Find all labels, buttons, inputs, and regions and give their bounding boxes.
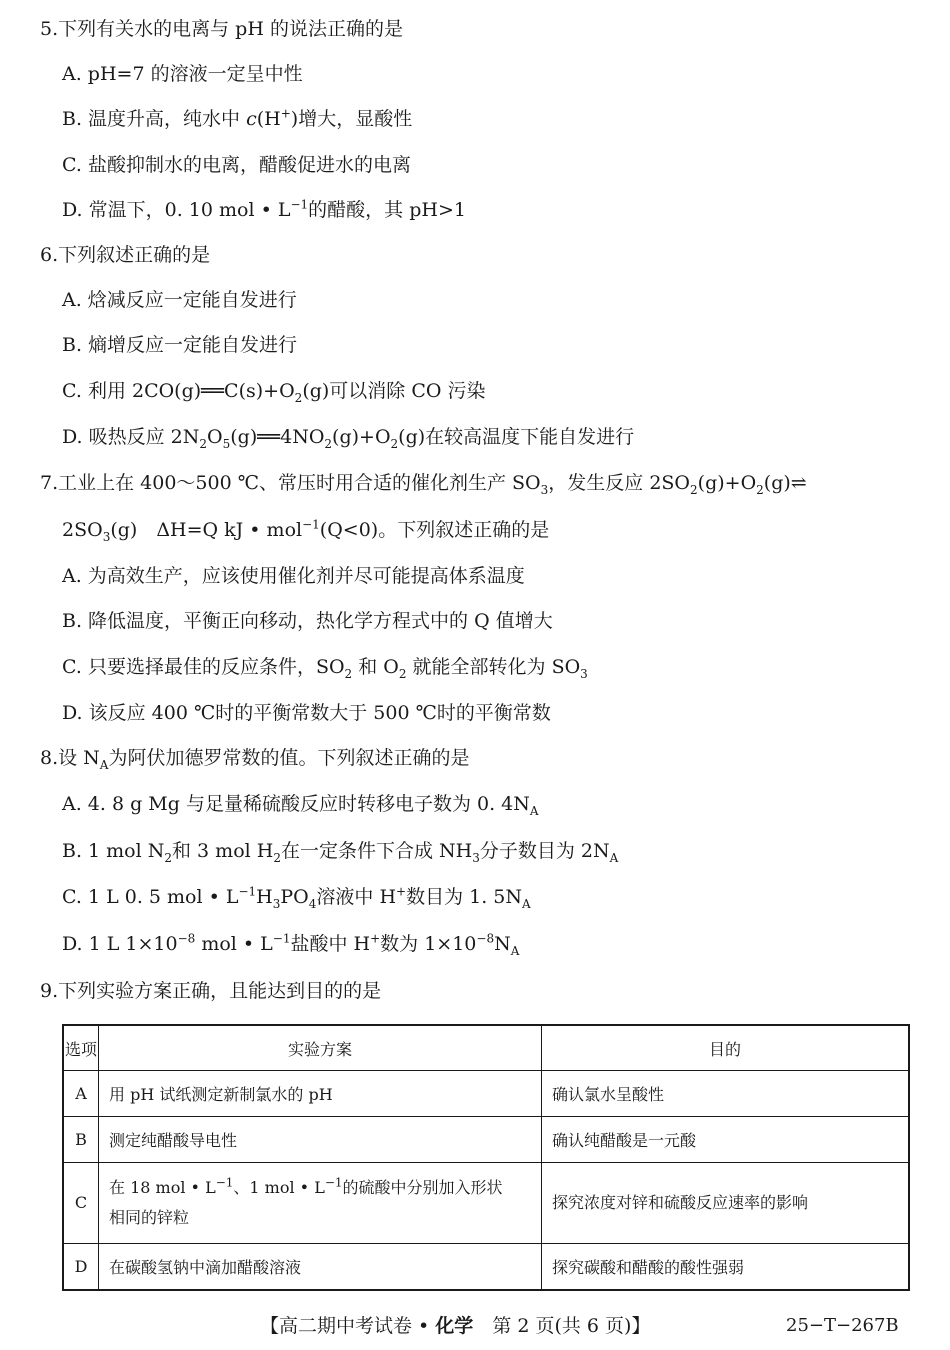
exam-code: 25−T−267B bbox=[786, 1315, 899, 1336]
table-cell-plan: 在 18 mol • $L^{-1}$、1 mol • $L^{-1}$的硫酸中分别加入形状 相同的锌粒 bbox=[99, 1163, 542, 1244]
table-header-plan: 实验方案 bbox=[99, 1025, 542, 1071]
table-row bbox=[63, 1244, 909, 1291]
table-header-option: 选项 bbox=[63, 1025, 99, 1071]
question-6-option-d: D. 吸热反应 $2N_2O_5(g)══4NO_2(g)+O_2(g)$在较高温度下能自发进行 bbox=[62, 426, 635, 451]
question-5-option-d: D. 常温下，0. 10 mol • $L^{-1}$的醋酸，其 pH>1 bbox=[62, 197, 466, 221]
experiment-table bbox=[62, 1024, 910, 1291]
table-cell-option: C bbox=[63, 1163, 99, 1244]
table-cell-purpose: 探究浓度对锌和硫酸反应速率的影响 bbox=[542, 1163, 910, 1244]
question-8-option-a: A. 4. 8 g Mg 与足量稀硫酸反应时转移电子数为 0. $4N_A$ bbox=[62, 793, 539, 818]
table-header-row bbox=[63, 1025, 909, 1071]
table-cell-plan: 测定纯醋酸导电性 bbox=[99, 1117, 542, 1163]
table-header-purpose: 目的 bbox=[542, 1025, 910, 1071]
page-footer: 【高二期中考试卷 • 化学 第 2 页(共 6 页)】 bbox=[260, 1315, 651, 1337]
question-6-stem: 6.下列叙述正确的是 bbox=[40, 244, 211, 266]
question-5-stem: 5.下列有关水的电离与 pH 的说法正确的是 bbox=[40, 18, 403, 40]
question-7-option-a: A. 为高效生产，应该使用催化剂并尽可能提高体系温度 bbox=[62, 565, 525, 587]
table-cell-plan: 用 pH 试纸测定新制氯水的 pH bbox=[99, 1071, 542, 1117]
question-5-option-c: C. 盐酸抑制水的电离，醋酸促进水的电离 bbox=[62, 154, 411, 176]
question-5-option-b: B. 温度升高，纯水中 c(H+)增大，显酸性 bbox=[62, 106, 413, 130]
question-8-stem: 8.设 $N_A$为阿伏加德罗常数的值。下列叙述正确的是 bbox=[40, 747, 470, 772]
question-8-option-c: C. 1 L 0. 5 mol • $L^{-1}H_3PO_4$溶液中 H+数目为 1. $5N_A$ bbox=[62, 884, 531, 911]
question-6-option-a: A. 焓减反应一定能自发进行 bbox=[62, 289, 297, 311]
table-cell-purpose: 确认纯醋酸是一元酸 bbox=[542, 1117, 910, 1163]
table-cell-purpose: 确认氯水呈酸性 bbox=[542, 1071, 910, 1117]
question-8-option-b: B. 1 mol $N_2$和 3 mol $H_2$在一定条件下合成 $NH_3$分子数目为 $2N_A$ bbox=[62, 840, 619, 865]
table-cell-option: D bbox=[63, 1244, 99, 1291]
question-5-option-a: A. pH=7 的溶液一定呈中性 bbox=[62, 63, 303, 85]
question-6-option-b: B. 熵增反应一定能自发进行 bbox=[62, 334, 298, 356]
question-7-stem-line1: 7.工业上在 400～500 ℃、常压时用合适的催化剂生产 $SO_3$，发生反应 $2SO_2(g)+O_2(g)\rightleftharpoons$ bbox=[40, 472, 807, 497]
table-row bbox=[63, 1117, 909, 1163]
question-7-stem-line2: $2SO_3(g)$ ΔH=Q kJ • mol$^{-1}$(Q<0)。下列叙述正确的是 bbox=[62, 517, 550, 544]
question-8-option-d: D. 1 L $1\times 10^{-8}$ mol • $L^{-1}$盐酸中 H+数为 $1\times 10^{-8}N_A$ bbox=[62, 931, 520, 958]
footer-subject: 化学 bbox=[435, 1315, 474, 1337]
table-cell-plan: 在碳酸氢钠中滴加醋酸溶液 bbox=[99, 1244, 542, 1291]
question-6-option-c: C. 利用 $2CO(g)══C(s)+O_2(g)$可以消除 CO 污染 bbox=[62, 380, 486, 405]
question-7-option-b: B. 降低温度，平衡正向移动，热化学方程式中的 Q 值增大 bbox=[62, 610, 553, 632]
question-7-option-d: D. 该反应 400 ℃时的平衡常数大于 500 ℃时的平衡常数 bbox=[62, 702, 551, 724]
question-7-option-c: C. 只要选择最佳的反应条件，$SO_2$ 和 $O_2$ 就能全部转化为 $SO_3$ bbox=[62, 656, 588, 681]
table-cell-purpose: 探究碳酸和醋酸的酸性强弱 bbox=[542, 1244, 910, 1291]
question-9-stem: 9.下列实验方案正确，且能达到目的的是 bbox=[40, 980, 382, 1002]
table-row bbox=[63, 1071, 909, 1117]
table-cell-option: A bbox=[63, 1071, 99, 1117]
table-cell-option: B bbox=[63, 1117, 99, 1163]
table-row bbox=[63, 1163, 909, 1244]
